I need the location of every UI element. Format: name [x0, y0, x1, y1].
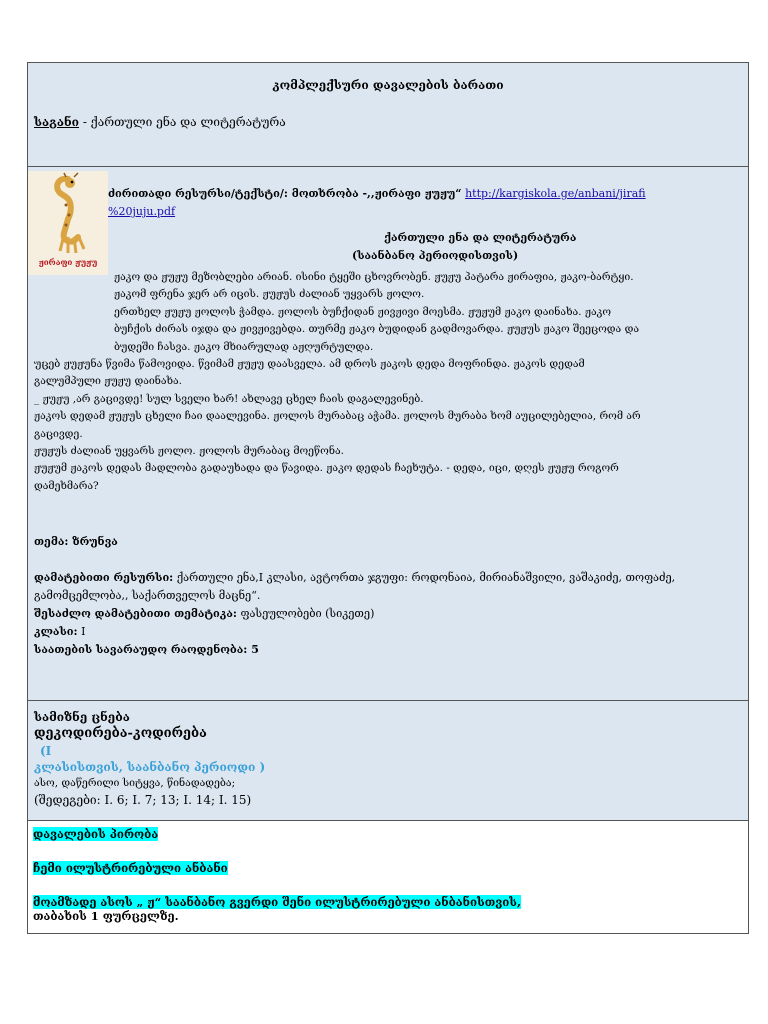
resource-link-continued[interactable]: %20juju.pdf: [108, 205, 176, 218]
class-line: [34, 623, 734, 641]
concept-label: სამიზნე ცნება: [34, 710, 130, 724]
task-instruction: მოამზადე ასოს „ ჟ“ საანბანო გვერდი შენი ილუსტრირებული ანბანისთვის,: [33, 895, 521, 909]
resource-header: [108, 185, 743, 265]
possible-topics-value: ფასეულობები (სიკეთე): [237, 607, 375, 620]
story-line: _ ჟუჟუ ,არ გაცივდე! სულ სველი ხარ! ახლავე ცხელ ჩაის დაგალევინებ.: [34, 392, 424, 405]
card-title: კომპლექსური დავალების ბარათი: [272, 78, 504, 92]
extra-resource-line: [34, 569, 734, 587]
story-line: ჟაკოს დედამ ჟუჟუს ცხელი ჩაი დაალევინა. ჟოლოს მურაბაც აჭამა. ჟოლოს მურაბა ხომ აუცილებელია, რომ არ: [34, 410, 641, 423]
hours-value: 5: [247, 643, 259, 656]
story-line: ჟუჟუმ ჟაკოს დედას მადლობა გადაუხადა და წავიდა. ჟაკო დედას ჩაეხუტა. - დედა, იცი, დღეს ჟუჟუ როგორ: [34, 462, 619, 475]
story-line: უცებ ჟუჟუნა წვიმა წამოვიდა. წვიმამ ჟუჟუ დაასველა. ამ დროს ჟაკოს დედა მოფრინდა. ჟაკოს დედამ: [34, 358, 585, 371]
thumb-caption: ჟირაფი ჟუჟუ: [38, 257, 98, 267]
story-line: გალუმპული ჟუჟუ დაინახა.: [34, 375, 183, 388]
task-instruction-continued: თაბახის 1 ფურცელზე.: [33, 909, 179, 923]
hours-label: საათების სავარაუდო რაოდენობა:: [34, 643, 248, 656]
resource-section: [28, 167, 748, 701]
giraffe-illustration: [28, 171, 108, 275]
story-line: გაცივდე.: [34, 427, 83, 440]
hours-line: [34, 641, 734, 659]
extra-resource-publisher: გამომცემლობა,, საქართველოს მაცნე“.: [34, 589, 261, 602]
subject-label: საგანი: [34, 115, 79, 129]
theme-label: თემა:: [34, 535, 69, 548]
story-line: ჟაკომ ფრენა ჯერ არ იცის. ჟუჟუს ძალიან უყვარს ჟოლო.: [114, 288, 425, 301]
extra-resource-label: დამატებითი რესურსი:: [34, 571, 174, 584]
extra-resource-value: ქართული ენა,I კლასი, ავტორთა ჯგუფი: როდონაია, მირიანაშვილი, ვაშაკიძე, თოფაძე,: [173, 571, 676, 584]
theme-line: [34, 533, 734, 551]
resource-label: ძირითადი რესურსი/ტექსტი/: მოთხრობა -,,ჟირაფი ჟუჟუ“: [108, 187, 462, 200]
theme-value: ზრუნვა: [68, 535, 118, 548]
resource-link[interactable]: http://kargiskola.ge/anbani/jirafi: [465, 187, 646, 200]
header-section: [28, 63, 748, 167]
task-card: [27, 62, 749, 934]
task-name: ჩემი ილუსტრირებული ანბანი: [33, 861, 228, 875]
task-section: [28, 821, 748, 933]
story-line: ბუჩქის ძირას იჯდა და ჟივჟივებდა. თურმე ჟაკო ბუდიდან გადმოვარდა. ჟუჟუს ჟაკო შეეცოდა და: [114, 323, 639, 336]
resource-subtitle: ქართული ენა და ლიტერატურა: [384, 231, 577, 244]
resource-meta: [34, 533, 734, 659]
concept-class-note: (I: [40, 744, 52, 758]
possible-topics-line: [34, 605, 734, 623]
story-line: ჟაკო და ჟუჟუ მეზობლები არიან. ისინი ტყეში ცხოვრობენ. ჟუჟუ პატარა ჟირაფია, ჟაკო-ბარტყი.: [114, 271, 634, 283]
subject-line: [34, 115, 286, 129]
task-label: დავალების პირობა: [33, 827, 159, 841]
concept-description: ასო, დაწერილი სიტყვა, წინადადება;: [34, 777, 236, 789]
concept-value: დეკოდირება-კოდირება: [34, 726, 207, 741]
story-text: [34, 269, 734, 495]
possible-topics-label: შესაძლო დამატებითი თემატიკა:: [34, 607, 237, 620]
resource-line: [108, 185, 743, 221]
story-line: ერთხელ ჟუჟუ ჟოლოს ჭამდა. ჟოლოს ბუჩქიდან ჟივჟივი მოესმა. ჟუჟუმ ჟაკო დაინახა. ჟაკო: [114, 305, 612, 318]
concept-section: [28, 701, 748, 821]
resource-period: (საანბანო პერიოდისთვის): [352, 249, 519, 262]
concept-class-note-continued: კლასისთვის, საანბანო პერიოდი ): [34, 760, 266, 774]
story-line: დამეხმარა?: [34, 479, 99, 492]
class-label: კლასი:: [34, 625, 78, 638]
class-value: I: [77, 625, 86, 638]
story-line: ჟუჟუს ძალიან უყვარს ჟოლო. ჟოლოს მურაბაც მოეწონა.: [34, 445, 344, 458]
story-line: ბუდეში ჩასვა. ჟაკო მხიარულად აჟღურტულდა.: [114, 340, 374, 353]
concept-results: (შედეგები: I. 6; I. 7; 13; I. 14; I. 15): [34, 793, 252, 807]
subject-value: - ქართული ენა და ლიტერატურა: [79, 115, 286, 129]
